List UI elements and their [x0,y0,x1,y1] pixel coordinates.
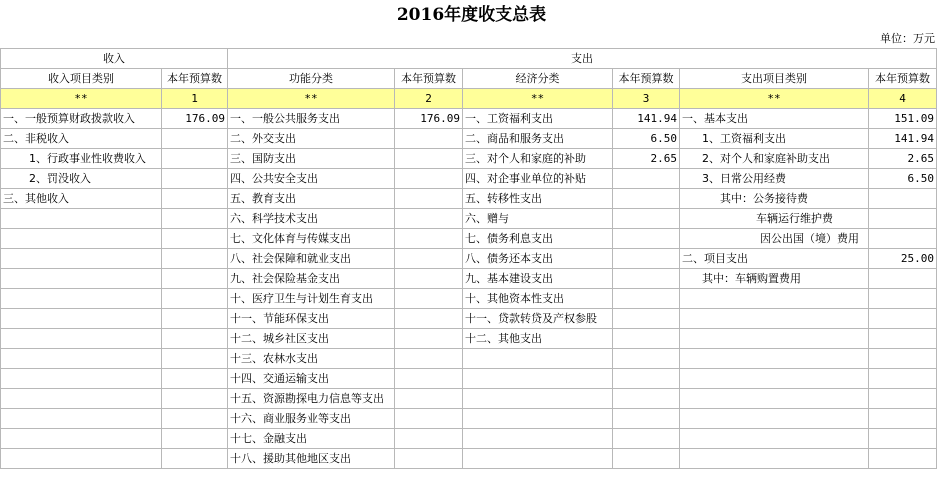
table-row [1,369,937,389]
index-cell[interactable]: ** [228,89,395,109]
expense-item-cell[interactable]: 一、基本支出 [680,109,869,129]
expense-item-cell[interactable]: 车辆运行维护费 [680,209,869,229]
expense-budget-cell[interactable] [869,349,937,369]
economic-item-cell[interactable] [463,369,613,389]
economic-budget-cell[interactable] [613,229,680,249]
budget-header[interactable]: 本年预算数 [395,69,463,89]
income-budget-cell[interactable] [162,329,228,349]
income-item-cell[interactable] [1,229,162,249]
economic-item-cell[interactable] [463,449,613,469]
expense-budget-cell[interactable] [869,229,937,249]
expense-item-cell[interactable] [680,289,869,309]
table-row [1,269,937,289]
function-budget-cell[interactable]: 176.09 [395,109,463,129]
income-item-cell[interactable] [1,309,162,329]
table-row [1,189,937,209]
economic-budget-cell[interactable]: 141.94 [613,109,680,129]
function-item-cell[interactable]: 九、社会保险基金支出 [228,269,395,289]
economic-item-cell[interactable] [463,409,613,429]
table-row [1,409,937,429]
expense-budget-cell[interactable] [869,369,937,389]
economic-budget-cell[interactable] [613,429,680,449]
function-budget-cell[interactable] [395,449,463,469]
economic-budget-cell[interactable] [613,289,680,309]
income-item-cell[interactable]: 一、一般预算财政拨款收入 [1,109,162,129]
expense-item-cell[interactable]: 二、项目支出 [680,249,869,269]
expense-item-cell[interactable] [680,329,869,349]
income-item-cell[interactable] [1,369,162,389]
expense-item-cell[interactable] [680,449,869,469]
index-cell[interactable]: 3 [613,89,680,109]
function-item-cell[interactable]: 十二、城乡社区支出 [228,329,395,349]
table-row [1,169,937,189]
budget-header[interactable]: 本年预算数 [162,69,228,89]
expense-item-cell[interactable] [680,369,869,389]
function-budget-cell[interactable] [395,129,463,149]
economic-item-cell[interactable] [463,349,613,369]
function-budget-cell[interactable] [395,149,463,169]
economic-item-cell[interactable]: 十一、贷款转贷及产权参股 [463,309,613,329]
function-budget-cell[interactable] [395,389,463,409]
expense-header[interactable]: 支出 [228,49,937,69]
expense-budget-cell[interactable] [869,409,937,429]
function-budget-cell[interactable] [395,329,463,349]
function-budget-cell[interactable] [395,369,463,389]
budget-table [0,48,937,469]
economic-budget-cell[interactable] [613,169,680,189]
function-budget-cell[interactable] [395,269,463,289]
function-item-cell[interactable]: 三、国防支出 [228,149,395,169]
income-budget-cell[interactable] [162,289,228,309]
expense-budget-cell[interactable]: 2.65 [869,149,937,169]
expense-budget-cell[interactable] [869,329,937,349]
economic-budget-cell[interactable] [613,249,680,269]
economic-budget-cell[interactable] [613,389,680,409]
income-budget-cell[interactable] [162,369,228,389]
expense-budget-cell[interactable] [869,449,937,469]
function-budget-cell[interactable] [395,229,463,249]
economic-item-cell[interactable] [463,389,613,409]
function-item-cell[interactable]: 七、文化体育与传媒支出 [228,229,395,249]
economic-item-cell[interactable]: 四、对企事业单位的补贴 [463,169,613,189]
income-budget-cell[interactable] [162,429,228,449]
function-item-cell[interactable]: 十五、资源勘探电力信息等支出 [228,389,395,409]
economic-budget-cell[interactable] [613,209,680,229]
income-item-cell[interactable] [1,289,162,309]
income-item-cell[interactable] [1,449,162,469]
income-item-cell[interactable] [1,209,162,229]
function-item-cell[interactable]: 四、公共安全支出 [228,169,395,189]
table-row [1,229,937,249]
function-item-cell[interactable]: 一、一般公共服务支出 [228,109,395,129]
expense-budget-cell[interactable] [869,269,937,289]
income-budget-cell[interactable] [162,449,228,469]
function-item-cell[interactable]: 五、教育支出 [228,189,395,209]
function-budget-cell[interactable] [395,429,463,449]
table-row [1,129,937,149]
expense-budget-cell[interactable]: 141.94 [869,129,937,149]
index-cell[interactable]: ** [680,89,869,109]
function-item-cell[interactable]: 十七、金融支出 [228,429,395,449]
function-budget-cell[interactable] [395,189,463,209]
income-item-cell[interactable] [1,329,162,349]
economic-budget-cell[interactable] [613,449,680,469]
budget-header[interactable]: 本年预算数 [869,69,937,89]
expense-item-cell[interactable]: 其中：车辆购置费用 [680,269,869,289]
economic-item-cell[interactable]: 八、债务还本支出 [463,249,613,269]
function-budget-cell[interactable] [395,349,463,369]
economic-budget-cell[interactable] [613,349,680,369]
expense-item-cell[interactable] [680,409,869,429]
budget-header[interactable]: 本年预算数 [613,69,680,89]
table-row [1,289,937,309]
economic-budget-cell[interactable] [613,189,680,209]
sheet-title: 2016年度收支总表 [396,5,547,25]
economic-budget-cell[interactable] [613,269,680,289]
function-item-cell[interactable]: 十六、商业服务业等支出 [228,409,395,429]
expense-budget-cell[interactable] [869,189,937,209]
expense-budget-cell[interactable]: 25.00 [869,249,937,269]
income-budget-cell[interactable] [162,149,228,169]
index-cell[interactable]: ** [463,89,613,109]
function-category-header[interactable]: 功能分类 [228,69,395,89]
expense-item-cell[interactable] [680,349,869,369]
income-header[interactable]: 收入 [1,49,228,69]
table-row [1,349,937,369]
expense-item-cell[interactable]: 3、日常公用经费 [680,169,869,189]
economic-item-cell[interactable]: 三、对个人和家庭的补助 [463,149,613,169]
unit-label: 单位：万元 [880,32,935,45]
income-item-cell[interactable] [1,409,162,429]
function-item-cell[interactable]: 十一、节能环保支出 [228,309,395,329]
expense-item-cell[interactable]: 其中：公务接待费 [680,189,869,209]
income-budget-cell[interactable] [162,409,228,429]
income-budget-cell[interactable]: 176.09 [162,109,228,129]
table-row [1,309,937,329]
economic-item-cell[interactable]: 一、工资福利支出 [463,109,613,129]
expense-item-cell[interactable] [680,429,869,449]
function-budget-cell[interactable] [395,169,463,189]
expense-budget-cell[interactable] [869,389,937,409]
economic-item-cell[interactable]: 十二、其他支出 [463,329,613,349]
table-row [1,109,937,129]
income-budget-cell[interactable] [162,269,228,289]
table-row [1,429,937,449]
income-item-cell[interactable] [1,269,162,289]
index-cell[interactable]: 2 [395,89,463,109]
table-row [1,389,937,409]
table-row [1,329,937,349]
expense-budget-cell[interactable] [869,429,937,449]
expense-item-cell[interactable] [680,389,869,409]
income-item-cell[interactable] [1,389,162,409]
expense-budget-cell[interactable] [869,289,937,309]
economic-budget-cell[interactable]: 2.65 [613,149,680,169]
expense-item-cell[interactable]: 1、工资福利支出 [680,129,869,149]
economic-budget-cell[interactable] [613,409,680,429]
income-budget-cell[interactable] [162,349,228,369]
function-item-cell[interactable]: 二、外交支出 [228,129,395,149]
function-item-cell[interactable]: 十四、交通运输支出 [228,369,395,389]
economic-budget-cell[interactable] [613,329,680,349]
table-row [1,449,937,469]
index-cell[interactable]: ** [1,89,162,109]
income-category-header[interactable]: 收入项目类别 [1,69,162,89]
function-budget-cell[interactable] [395,409,463,429]
economic-item-cell[interactable]: 十、其他资本性支出 [463,289,613,309]
expense-item-cell[interactable]: 因公出国（境）费用 [680,229,869,249]
expense-budget-cell[interactable] [869,309,937,329]
income-item-cell[interactable] [1,249,162,269]
income-budget-cell[interactable] [162,309,228,329]
function-item-cell[interactable]: 六、科学技术支出 [228,209,395,229]
table-row [1,209,937,229]
income-budget-cell[interactable] [162,129,228,149]
economic-item-cell[interactable]: 六、赠与 [463,209,613,229]
income-item-cell[interactable]: 1、行政事业性收费收入 [1,149,162,169]
economic-item-cell[interactable]: 五、转移性支出 [463,189,613,209]
economic-item-cell[interactable]: 七、债务利息支出 [463,229,613,249]
income-item-cell[interactable]: 2、罚没收入 [1,169,162,189]
economic-item-cell[interactable] [463,429,613,449]
expense-item-cell[interactable] [680,309,869,329]
economic-budget-cell[interactable]: 6.50 [613,129,680,149]
function-budget-cell[interactable] [395,209,463,229]
income-budget-cell[interactable] [162,389,228,409]
table-row [1,149,937,169]
expense-budget-cell[interactable]: 6.50 [869,169,937,189]
table-row [1,249,937,269]
expense-category-header[interactable]: 支出项目类别 [680,69,869,89]
income-budget-cell[interactable] [162,229,228,249]
income-item-cell[interactable] [1,429,162,449]
expense-budget-cell[interactable]: 151.09 [869,109,937,129]
function-budget-cell[interactable] [395,289,463,309]
function-budget-cell[interactable] [395,249,463,269]
index-cell[interactable]: 4 [869,89,937,109]
income-budget-cell[interactable] [162,249,228,269]
economic-budget-cell[interactable] [613,369,680,389]
function-item-cell[interactable]: 十八、援助其他地区支出 [228,449,395,469]
economic-item-cell[interactable]: 九、基本建设支出 [463,269,613,289]
function-budget-cell[interactable] [395,309,463,329]
economic-budget-cell[interactable] [613,309,680,329]
income-item-cell[interactable]: 二、非税收入 [1,129,162,149]
economic-item-cell[interactable]: 二、商品和服务支出 [463,129,613,149]
income-budget-cell[interactable] [162,189,228,209]
economic-category-header[interactable]: 经济分类 [463,69,613,89]
income-item-cell[interactable] [1,349,162,369]
income-budget-cell[interactable] [162,209,228,229]
function-item-cell[interactable]: 八、社会保障和就业支出 [228,249,395,269]
income-budget-cell[interactable] [162,169,228,189]
function-item-cell[interactable]: 十、医疗卫生与计划生育支出 [228,289,395,309]
function-item-cell[interactable]: 十三、农林水支出 [228,349,395,369]
income-item-cell[interactable]: 三、其他收入 [1,189,162,209]
index-cell[interactable]: 1 [162,89,228,109]
expense-budget-cell[interactable] [869,209,937,229]
expense-item-cell[interactable]: 2、对个人和家庭补助支出 [680,149,869,169]
